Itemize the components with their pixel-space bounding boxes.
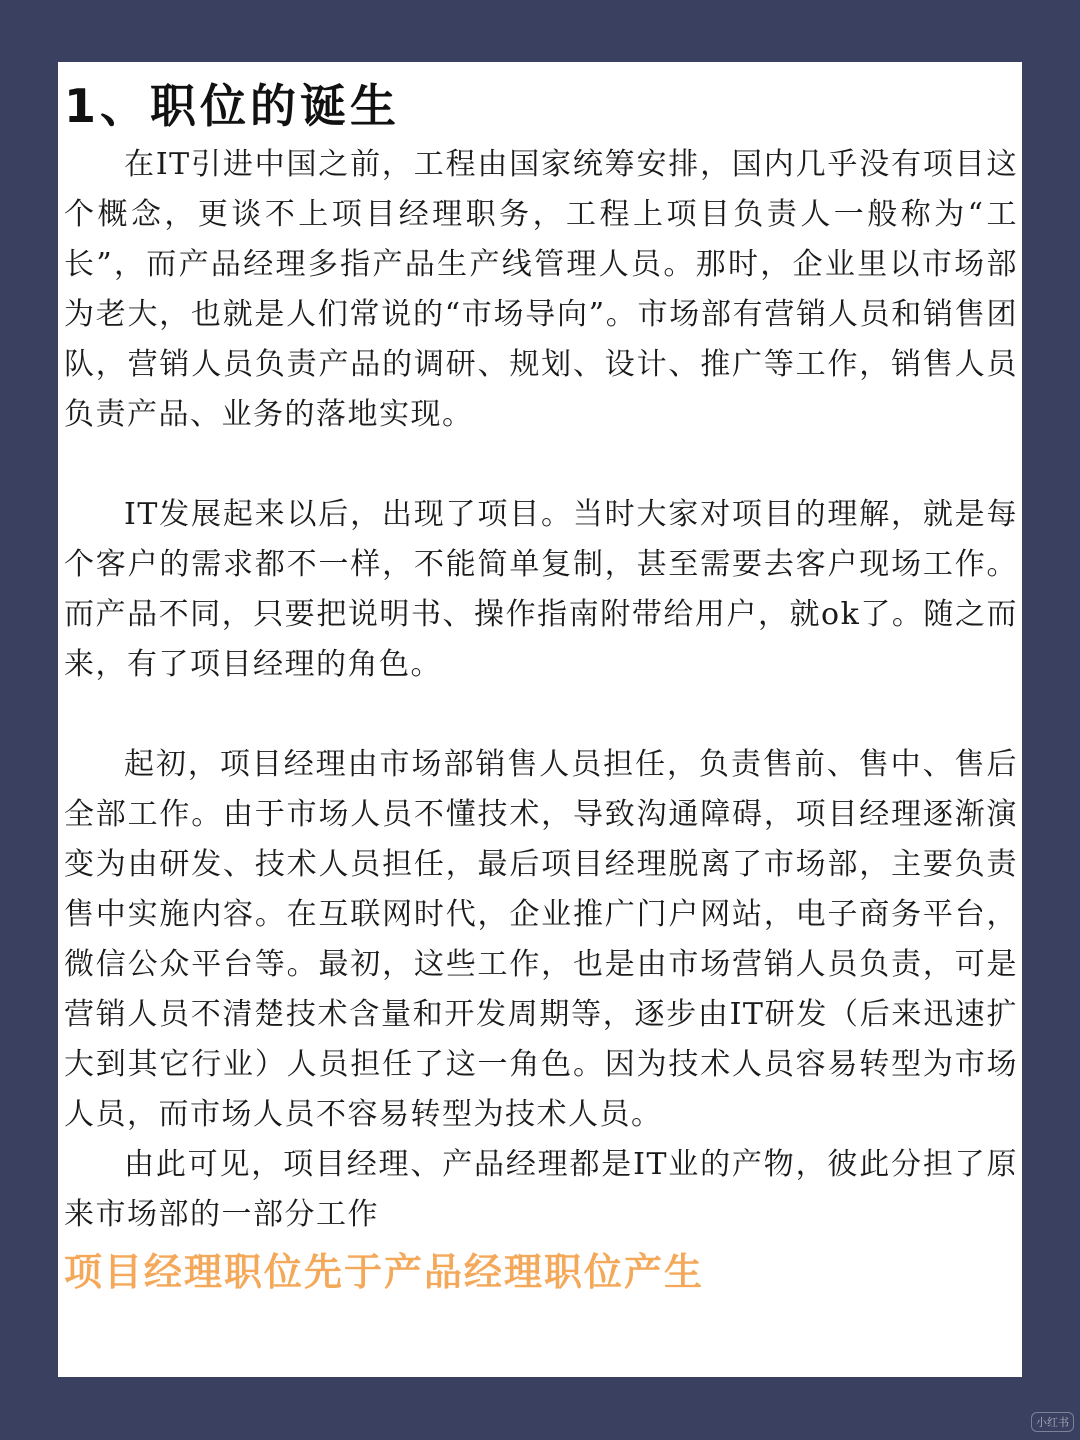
paragraph-evolution: 起初，项目经理由市场部销售人员担任，负责售前、售中、售后全部工作。由于市场人员不懂技术，导致沟通障碍，项目经理逐渐演变为由研发、技术人员担任，最后项目经理脱离了市场部，主要负责售中实施内容。在互联网时代，企业推广门户网站，电子商务平台，微信公众平台等。最初，这些工作，也是由市场营销人员负责，可是营销人员不清楚技术含量和开发周期等，逐步由IT研发（后来迅速扩大到其它行业）人员担任了这一角色。因为技术人员容易转型为市场人员，而市场人员不容易转型为技术人员。	[64, 747, 1018, 1132]
section-title: 1、职位的诞生	[64, 79, 401, 133]
conclusion-highlight: 项目经理职位先于产品经理职位产生	[64, 1250, 705, 1294]
paragraph-it-development: IT发展起来以后，出现了项目。当时大家对项目的理解，就是每个客户的需求都不一样，不能简单复制，甚至需要去客户现场工作。而产品不同，只要把说明书、操作指南附带给用户，就ok了。随之而来，有了项目经理的角色。	[64, 497, 1018, 682]
content-card	[58, 62, 1022, 1377]
paragraph-gap	[64, 690, 1018, 740]
paragraph-gap	[64, 440, 1018, 490]
paragraph-origin: 在IT引进中国之前，工程由国家统筹安排，国内几乎没有项目这个概念，更谈不上项目经理职务，工程上项目负责人一般称为“工长”，而产品经理多指产品生产线管理人员。那时，企业里以市场部为老大，也就是人们常说的“市场导向”。市场部有营销人员和销售团队，营销人员负责产品的调研、规划、设计、推广等工作，销售人员负责产品、业务的落地实现。	[64, 147, 1018, 432]
watermark-logo: 小红书	[1031, 1412, 1074, 1432]
paragraph-summary: 由此可见，项目经理、产品经理都是IT业的产物，彼此分担了原来市场部的一部分工作	[64, 1147, 1018, 1232]
